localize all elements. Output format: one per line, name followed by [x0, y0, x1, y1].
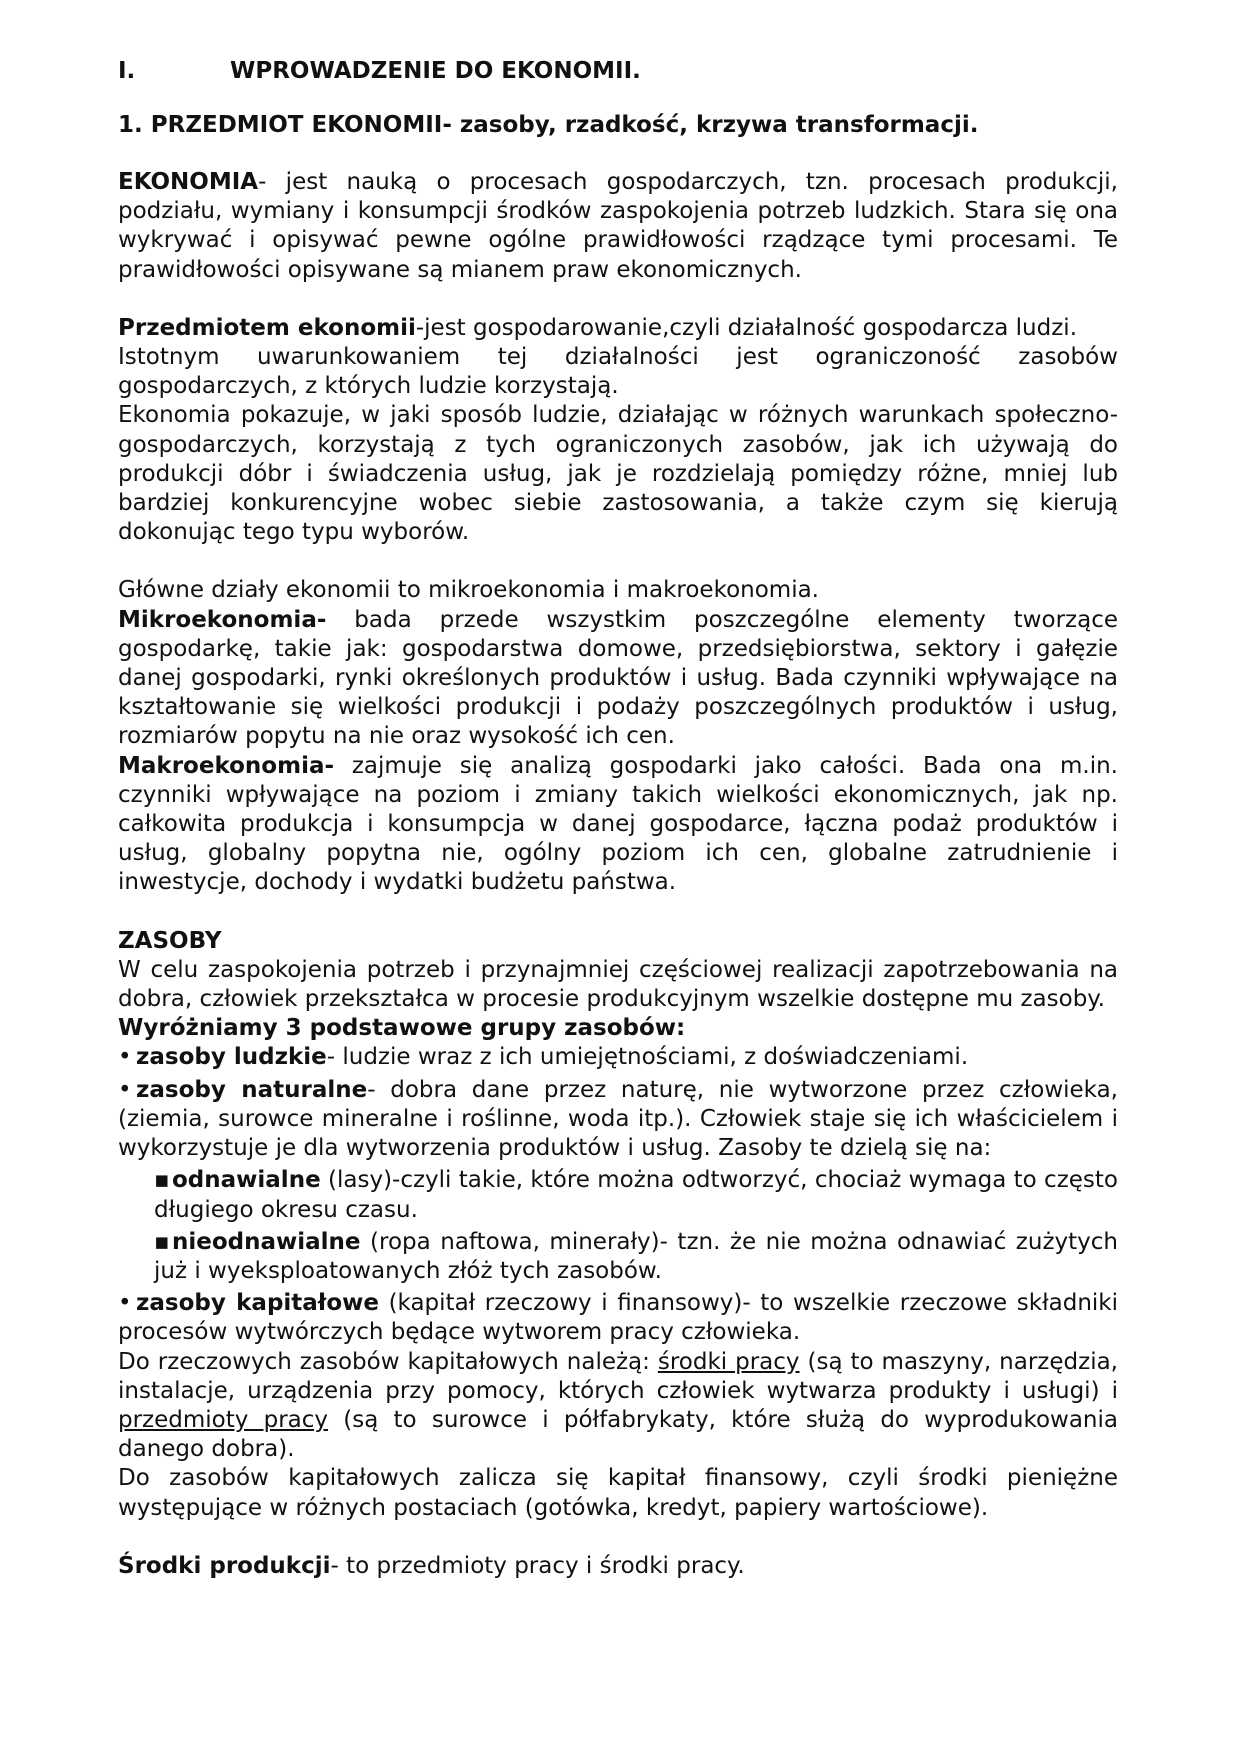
term: EKONOMIA [118, 169, 259, 195]
chapter-heading [118, 56, 1118, 86]
bullet-icon: • [118, 1076, 132, 1103]
paragraph-srodki-produkcji: Środki produkcji- to przedmioty pracy i środki pracy. [118, 1552, 745, 1579]
paragraph-ekonomia: EKONOMIA- jest nauką o procesach gospodarczych, tzn. procesach produkcji, podziału, wymiany i konsumpcji środków zaspokojenia potrzeb ludzkich. Stara się ona wykrywać i opisywać pewne ogólne prawidłowości rządzące tymi procesami. Te prawidłowości opisywane są mianem praw ekonomicznych. [118, 169, 1118, 283]
paragraph-dzialy: Główne działy ekonomii to mikroekonomia i makroekonomia. [118, 577, 819, 604]
term: Mikroekonomia- [118, 606, 327, 633]
term: Makroekonomia- [118, 752, 335, 779]
square-bullet-icon: ▪ [154, 1228, 170, 1255]
section-heading: 1. PRZEDMIOT EKONOMII- zasoby, rzadkość, krzywa transformacji. [118, 112, 979, 138]
list-item: • zasoby kapitałowe (kapitał rzeczowy i finansowy)- to wszelkie rzeczowe składniki procesów wytwórczych będące wytworem pracy człowieka. [118, 1290, 1118, 1346]
underlined-term: środki pracy [657, 1348, 800, 1375]
square-bullet-icon: ▪ [154, 1167, 170, 1194]
chapter-title: WPROWADZENIE DO EKONOMII. [230, 58, 641, 84]
bullet-icon: • [118, 1044, 132, 1071]
paragraph-uwarunkowanie: Istotnym uwarunkowaniem tej działalności jest ograniczoność zasobów gospodarczych, z których ludzie korzystają. [118, 344, 1118, 400]
sub-list-item: ▪ odnawialne (lasy)-czyli takie, które można odtworzyć, chociaż wymaga to często długiego okresu czasu. [154, 1167, 1118, 1223]
zasoby-intro: W celu zaspokojenia potrzeb i przynajmniej częściowej realizacji zapotrzebowania na dobra, człowiek przekształca w procesie produkcyjnym wszelkie dostępne mu zasoby. [118, 956, 1118, 1013]
paragraph-makroekonomia: Makroekonomia- zajmuje się analizą gospodarki jako całości. Bada ona m.in. czynniki wpływające na poziom i zmiany takich wielkości ekonomicznych, jak np. całkowita produkcja i konsumpcja w danej gospodarce, łączna podaż produktów i usług, globalny popytna nie, ogólny poziom ich cen, globalne zatrudnienie i inwestycje, dochody i wydatki budżetu państwa. [118, 752, 1118, 896]
document-page [118, 56, 1118, 1581]
sub-list-item: ▪ nieodnawialne (ropa naftowa, minerały)- tzn. że nie można odnawiać zużytych już i wyeksploatowanych złóż tych zasobów. [154, 1228, 1118, 1284]
list-item: • zasoby naturalne- dobra dane przez naturę, nie wytworzone przez człowieka, (ziemia, surowce mineralne i roślinne, woda itp.). Człowiek staje się ich właścicielem i wykorzystuje je dla wytworzenia produktów i usług. Zasoby te dzielą się na: [118, 1076, 1118, 1162]
paragraph-przedmiot: Przedmiotem ekonomii-jest gospodarowanie,czyli działalność gospodarcza ludzi. [118, 314, 1078, 341]
paragraph-finance: Do zasobów kapitałowych zalicza się kapitał finansowy, czyli środki pieniężne występujące w różnych postaciach (gotówka, kredyt, papiery wartościowe). [118, 1465, 1118, 1521]
paragraph-mikroekonomia: Mikroekonomia- bada przede wszystkim poszczególne elementy tworzące gospodarkę, takie jak: gospodarstwa domowe, przedsiębiorstwa, sektory i gałęzie danej gospodarki, rynki określonych produktów i usług. Bada czynniki wpływające na kształtowanie się wielkości produkcji i podaży poszczególnych produktów i usług, rozmiarów popytu na nie oraz wysokość ich cen. [118, 606, 1118, 750]
groups-heading: Wyróżniamy 3 podstawowe grupy zasobów: [118, 1015, 686, 1042]
term: Przedmiotem ekonomii [118, 314, 416, 341]
chapter-number: I. [118, 58, 136, 84]
zasoby-heading: ZASOBY [118, 927, 222, 954]
underlined-term: przedmioty pracy [118, 1406, 329, 1433]
bullet-icon: • [118, 1290, 132, 1317]
list-item: • zasoby ludzkie- ludzie wraz z ich umiejętnościami, z doświadczeniami. [118, 1043, 1118, 1072]
paragraph-ekonomia-pokazuje: Ekonomia pokazuje, w jaki sposób ludzie, działając w różnych warunkach społeczno-gospodarczych, korzystają z tych ograniczonych zasobów, jak ich używają do produkcji dóbr i świadczenia usług, jak je rozdzielają pomiędzy różne, mniej lub bardziej konkurencyjne wobec siebie zastosowania, a także czym się kierują dokonując tego typu wyborów. [118, 402, 1118, 546]
paragraph-capital: Do rzeczowych zasobów kapitałowych należą: środki pracy (są to maszyny, narzędzia, instalacje, urządzenia przy pomocy, których człowiek wytwarza produkty i usługi) i przedmioty pracy (są to surowce i półfabrykaty, które służą do wyprodukowania danego dobra). [118, 1348, 1118, 1463]
